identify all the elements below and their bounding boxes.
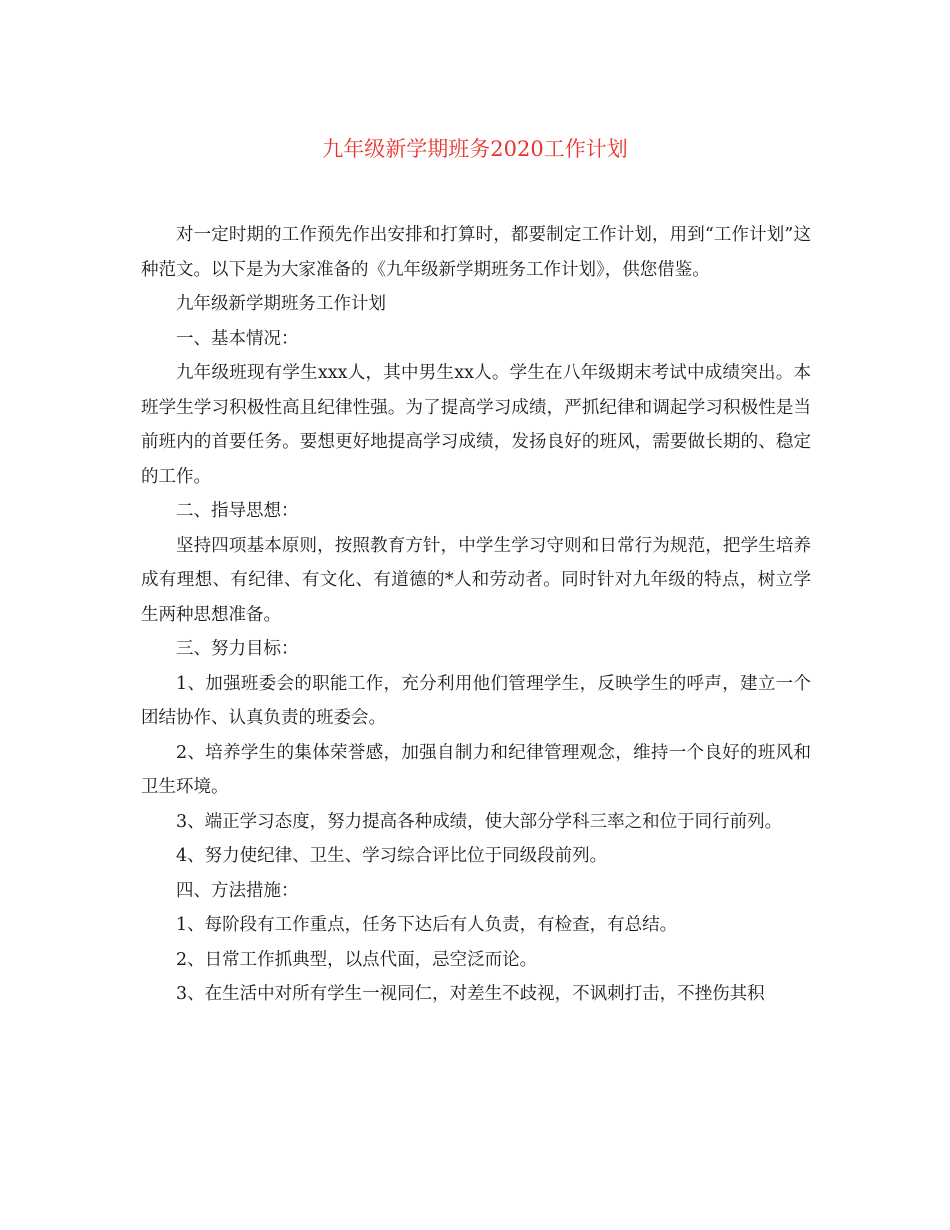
list-item-goal-1: 1、加强班委会的职能工作，充分利用他们管理学生，反映学生的呼声，建立一个团结协作、认真负责的班委会。 <box>141 673 811 728</box>
document-title: 九年级新学期班务2020工作计划 <box>322 137 628 161</box>
paragraph-subtitle: 九年级新学期班务工作计划 <box>176 294 386 314</box>
paragraph-basic-situation: 九年级班现有学生xxx人，其中男生xx人。学生在八年级期末考试中成绩突出。本班学生学习积极性高且纪律性强。为了提高学习成绩，严抓纪律和调起学习积极性是当前班内的首要任务。要想更好地提高学习成绩，发扬良好的班风，需要做长期的、稳定的工作。 <box>141 363 811 487</box>
paragraph-intro: 对一定时期的工作预先作出安排和打算时，都要制定工作计划，用到“工作计划”这种范文。以下是为大家准备的《九年级新学期班务工作计划》，供您借鉴。 <box>141 225 811 280</box>
section-heading-guiding-thought: 二、指导思想： <box>176 501 299 521</box>
section-heading-goals: 三、努力目标： <box>176 639 299 659</box>
list-item-method-2: 2、日常工作抓典型，以点代面，忌空泛而论。 <box>176 949 538 970</box>
section-heading-basic-situation: 一、基本情况： <box>176 328 299 349</box>
list-item-goal-4: 4、努力使纪律、卫生、学习综合评比位于同级段前列。 <box>176 846 608 866</box>
section-heading-methods: 四、方法措施： <box>176 880 299 901</box>
list-item-method-1: 1、每阶段有工作重点，任务下达后有人负责，有检查，有总结。 <box>176 915 678 935</box>
paragraph-guiding-thought: 坚持四项基本原则，按照教育方针，中学生学习守则和日常行为规范，把学生培养成有理想、有纪律、有文化、有道德的*人和劳动者。同时针对九年级的特点，树立学生两种思想准备。 <box>141 535 811 625</box>
list-item-method-3: 3、在生活中对所有学生一视同仁，对差生不歧视，不讽刺打击，不挫伤其积 <box>176 984 765 1004</box>
list-item-goal-3: 3、端正学习态度，努力提高各种成绩，使大部分学科三率之和位于同行前列。 <box>176 811 783 832</box>
list-item-goal-2: 2、培养学生的集体荣誉感，加强自制力和纪律管理观念，维持一个良好的班风和卫生环境。 <box>141 742 811 797</box>
document-body <box>141 218 811 1012</box>
